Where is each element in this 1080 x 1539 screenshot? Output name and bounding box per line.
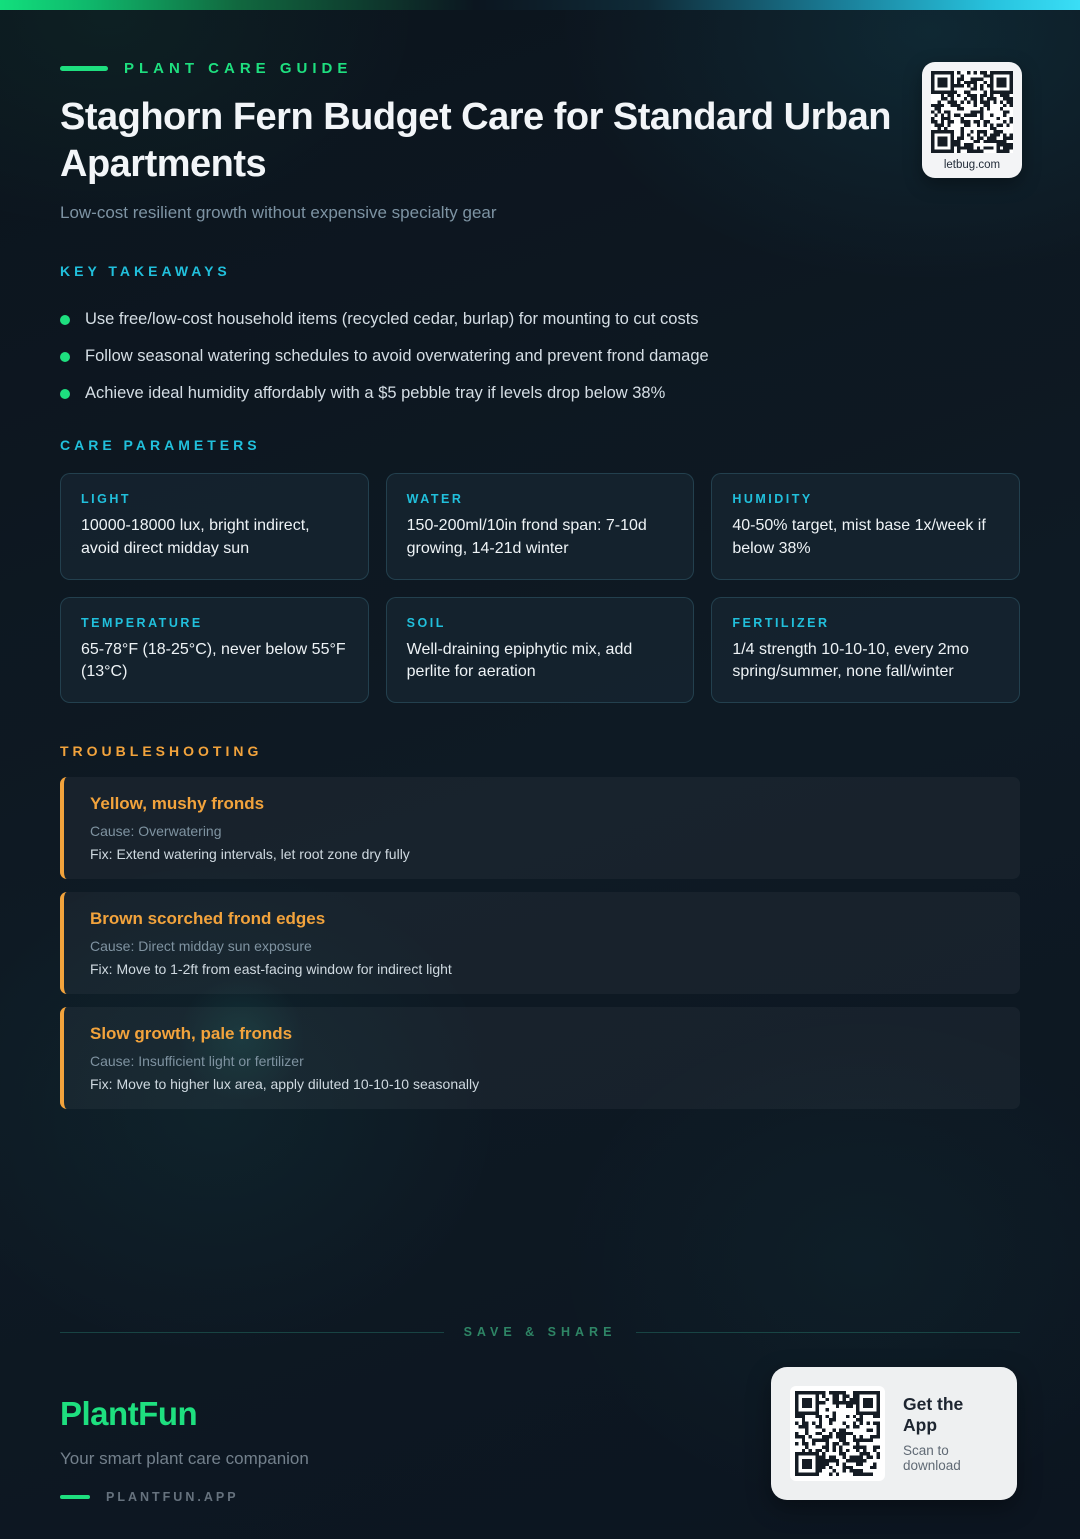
troubleshooting-heading: TROUBLESHOOTING bbox=[60, 743, 263, 760]
eyebrow-label: PLANT CARE GUIDE bbox=[124, 60, 353, 77]
param-card-humidity bbox=[711, 473, 1020, 579]
param-label: HUMIDITY bbox=[732, 492, 813, 507]
get-app-card bbox=[771, 1367, 1017, 1500]
app-title: Get the App bbox=[903, 1394, 964, 1435]
top-accent-bar bbox=[0, 0, 1080, 10]
site-label: PLANTFUN.APP bbox=[106, 1490, 239, 1504]
takeaway-item bbox=[60, 375, 1020, 412]
takeaway-item bbox=[60, 338, 1020, 375]
param-card-light bbox=[60, 473, 369, 579]
param-card-temperature bbox=[60, 597, 369, 703]
param-card-fertilizer bbox=[711, 597, 1020, 703]
param-label: TEMPERATURE bbox=[81, 615, 203, 630]
takeaway-text: Use free/low-cost household items (recycled cedar, burlap) for mounting to cut costs bbox=[85, 310, 699, 329]
app-qr-tile bbox=[790, 1386, 885, 1481]
parameters-section bbox=[60, 437, 1020, 703]
bullet-icon bbox=[60, 352, 70, 362]
page-title: Staghorn Fern Budget Care for Standard Urban Apartments bbox=[60, 96, 891, 186]
app-subtitle: Scan to download bbox=[903, 1443, 961, 1473]
takeaways-heading: KEY TAKEAWAYS bbox=[60, 263, 231, 280]
troubleshooting-section bbox=[60, 743, 1020, 1109]
trouble-fix: Fix: Move to higher lux area, apply diluted 10-10-10 seasonally bbox=[90, 1076, 480, 1093]
param-text: 65-78°F (18-25°C), never below 55°F (13°C) bbox=[81, 640, 346, 681]
param-label: WATER bbox=[406, 492, 464, 507]
bullet-icon bbox=[60, 389, 70, 399]
param-text: 150-200ml/10in frond span: 7-10d growing, 14-21d winter bbox=[406, 517, 647, 557]
app-text bbox=[903, 1394, 998, 1473]
eyebrow bbox=[60, 60, 1020, 77]
trouble-cause: Cause: Overwatering bbox=[90, 823, 222, 840]
param-label: SOIL bbox=[406, 615, 446, 630]
param-text: 1/4 strength 10-10-10, every 2mo spring/summer, none fall/winter bbox=[732, 640, 969, 681]
param-card-water bbox=[386, 473, 695, 579]
trouble-fix: Fix: Extend watering intervals, let root zone dry fully bbox=[90, 846, 410, 863]
brand-tagline: Your smart plant care companion bbox=[60, 1449, 309, 1468]
bullet-icon bbox=[60, 315, 70, 325]
page-subtitle: Low-cost resilient growth without expensive specialty gear bbox=[60, 203, 497, 223]
param-card-soil bbox=[386, 597, 695, 703]
trouble-title: Yellow, mushy fronds bbox=[90, 794, 265, 814]
takeaways-section bbox=[60, 263, 1020, 412]
param-text: 10000-18000 lux, bright indirect, avoid direct midday sun bbox=[81, 517, 310, 557]
qr-card bbox=[922, 62, 1022, 178]
trouble-cause: Cause: Insufficient light or fertilizer bbox=[90, 1053, 304, 1070]
param-text: 40-50% target, mist base 1x/week if below 38% bbox=[732, 517, 986, 557]
app-qr-code bbox=[795, 1391, 880, 1476]
parameters-grid bbox=[60, 473, 1020, 703]
takeaway-item bbox=[60, 301, 1020, 338]
site-dash-icon bbox=[60, 1495, 90, 1499]
trouble-card-slow-growth bbox=[60, 1007, 1020, 1109]
trouble-title: Slow growth, pale fronds bbox=[90, 1024, 293, 1044]
qr-caption: letbug.com bbox=[943, 159, 1001, 171]
takeaway-text: Achieve ideal humidity affordably with a $5 pebble tray if levels drop below 38% bbox=[85, 384, 666, 403]
param-label: LIGHT bbox=[81, 492, 131, 507]
trouble-cause: Cause: Direct midday sun exposure bbox=[90, 938, 312, 955]
divider-line bbox=[636, 1332, 1020, 1333]
takeaways-list bbox=[60, 301, 1020, 412]
eyebrow-dash-icon bbox=[60, 66, 108, 71]
param-text: Well-draining epiphytic mix, add perlite for aeration bbox=[406, 640, 633, 681]
trouble-title: Brown scorched frond edges bbox=[90, 909, 326, 929]
parameters-heading: CARE PARAMETERS bbox=[60, 437, 261, 454]
trouble-fix: Fix: Move to 1-2ft from east-facing window for indirect light bbox=[90, 961, 452, 978]
divider-line bbox=[60, 1332, 444, 1333]
trouble-card-yellow-mushy-fronds bbox=[60, 777, 1020, 879]
save-share-divider bbox=[60, 1325, 1020, 1339]
param-label: FERTILIZER bbox=[732, 615, 830, 630]
takeaway-text: Follow seasonal watering schedules to avoid overwatering and prevent frond damage bbox=[85, 347, 709, 366]
divider-label: SAVE & SHARE bbox=[463, 1325, 617, 1339]
qr-code bbox=[931, 71, 1013, 153]
main-content bbox=[60, 10, 1020, 1122]
troubleshooting-list bbox=[60, 777, 1020, 1109]
trouble-card-brown-scorched-edges bbox=[60, 892, 1020, 994]
brand-logo: PlantFun bbox=[60, 1395, 198, 1432]
